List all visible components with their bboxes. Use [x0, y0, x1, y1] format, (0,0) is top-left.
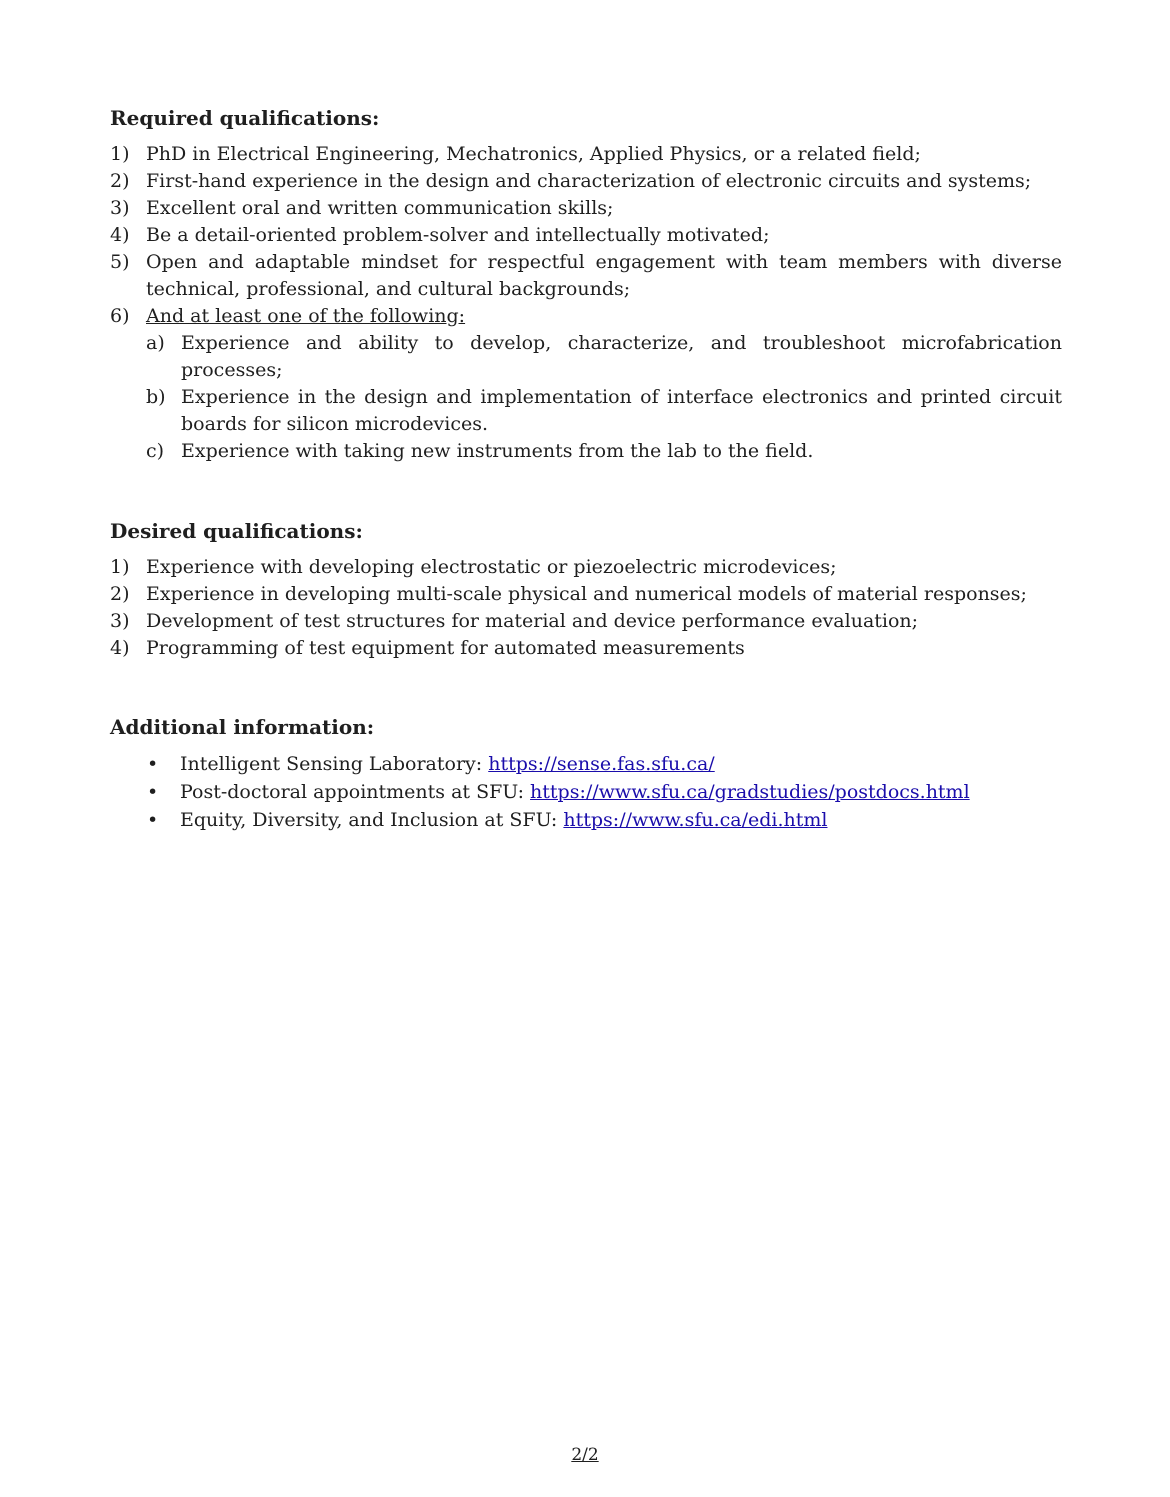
- list-marker: 5): [110, 251, 130, 273]
- list-item-text: Development of test structures for material and device performance evaluation;: [146, 610, 919, 632]
- list-marker: 6): [110, 305, 130, 327]
- list-item: [110, 608, 1062, 635]
- list-marker: 3): [110, 610, 130, 632]
- required-qualifications-list: [110, 141, 1062, 465]
- list-item-text: Be a detail-oriented problem-solver and intellectually motivated;: [146, 224, 770, 246]
- link-label: Post-doctoral appointments at SFU:: [180, 781, 531, 803]
- sub-list-item: [146, 384, 1062, 438]
- list-item: [110, 168, 1062, 195]
- sub-list-item: [146, 438, 1062, 465]
- list-item: [110, 222, 1062, 249]
- desired-qualifications-list: [110, 554, 1062, 662]
- list-item-text: Experience in developing multi-scale physical and numerical models of material responses;: [146, 583, 1027, 605]
- desired-qualifications-heading: Desired qualifications:: [110, 519, 363, 543]
- list-marker: 1): [110, 143, 130, 165]
- bullet-icon: •: [147, 781, 159, 803]
- list-item-text: Open and adaptable mindset for respectful engagement with team members with diverse technical, professional, and cultural backgrounds;: [146, 251, 1062, 300]
- list-marker: 4): [110, 637, 130, 659]
- list-item: [110, 249, 1062, 303]
- additional-information-heading: Additional information:: [110, 715, 375, 739]
- postdocs-link[interactable]: https://www.sfu.ca/gradstudies/postdocs.html: [530, 781, 970, 803]
- sense-lab-link[interactable]: https://sense.fas.sfu.ca/: [488, 753, 715, 775]
- list-item: [145, 778, 1062, 806]
- page-number: 2/2: [571, 1445, 599, 1465]
- list-marker: 3): [110, 197, 130, 219]
- list-item-text: Experience and ability to develop, characterize, and troubleshoot microfabrication processes;: [181, 332, 1062, 381]
- list-item: [110, 141, 1062, 168]
- link-label: Equity, Diversity, and Inclusion at SFU:: [180, 809, 564, 831]
- list-marker: a): [146, 332, 165, 354]
- list-marker: 4): [110, 224, 130, 246]
- edi-link[interactable]: https://www.sfu.ca/edi.html: [563, 809, 828, 831]
- list-item-text: Experience with taking new instruments from the lab to the field.: [181, 440, 814, 462]
- list-item: [145, 806, 1062, 834]
- link-label: Intelligent Sensing Laboratory:: [180, 753, 489, 775]
- list-item-text: Experience in the design and implementation of interface electronics and printed circuit boards for silicon microdevices.: [181, 386, 1062, 435]
- list-item-text: Excellent oral and written communication skills;: [146, 197, 614, 219]
- list-item: [110, 554, 1062, 581]
- desired-qualifications-section: [110, 518, 1062, 662]
- list-marker: 2): [110, 170, 130, 192]
- list-marker: b): [146, 386, 166, 408]
- list-item: [110, 303, 1062, 465]
- list-item: [110, 635, 1062, 662]
- list-marker: 2): [110, 583, 130, 605]
- list-marker: 1): [110, 556, 130, 578]
- list-item-text: And at least one of the following:: [146, 305, 466, 327]
- required-qualifications-section: [110, 105, 1062, 465]
- list-item: [110, 195, 1062, 222]
- additional-information-list: [110, 750, 1062, 834]
- list-marker: c): [146, 440, 165, 462]
- bullet-icon: •: [147, 809, 159, 831]
- list-item-text: First-hand experience in the design and characterization of electronic circuits and systems;: [146, 170, 1032, 192]
- list-item-text: PhD in Electrical Engineering, Mechatronics, Applied Physics, or a related field;: [146, 143, 921, 165]
- additional-information-section: [110, 714, 1062, 834]
- list-item: [110, 581, 1062, 608]
- bullet-icon: •: [147, 753, 159, 775]
- sub-list-item: [146, 330, 1062, 384]
- required-qualifications-heading: Required qualifications:: [110, 106, 380, 130]
- sub-list: [146, 330, 1062, 465]
- list-item-text: Programming of test equipment for automated measurements: [146, 637, 745, 659]
- list-item-text: Experience with developing electrostatic or piezoelectric microdevices;: [146, 556, 837, 578]
- list-item: [145, 750, 1062, 778]
